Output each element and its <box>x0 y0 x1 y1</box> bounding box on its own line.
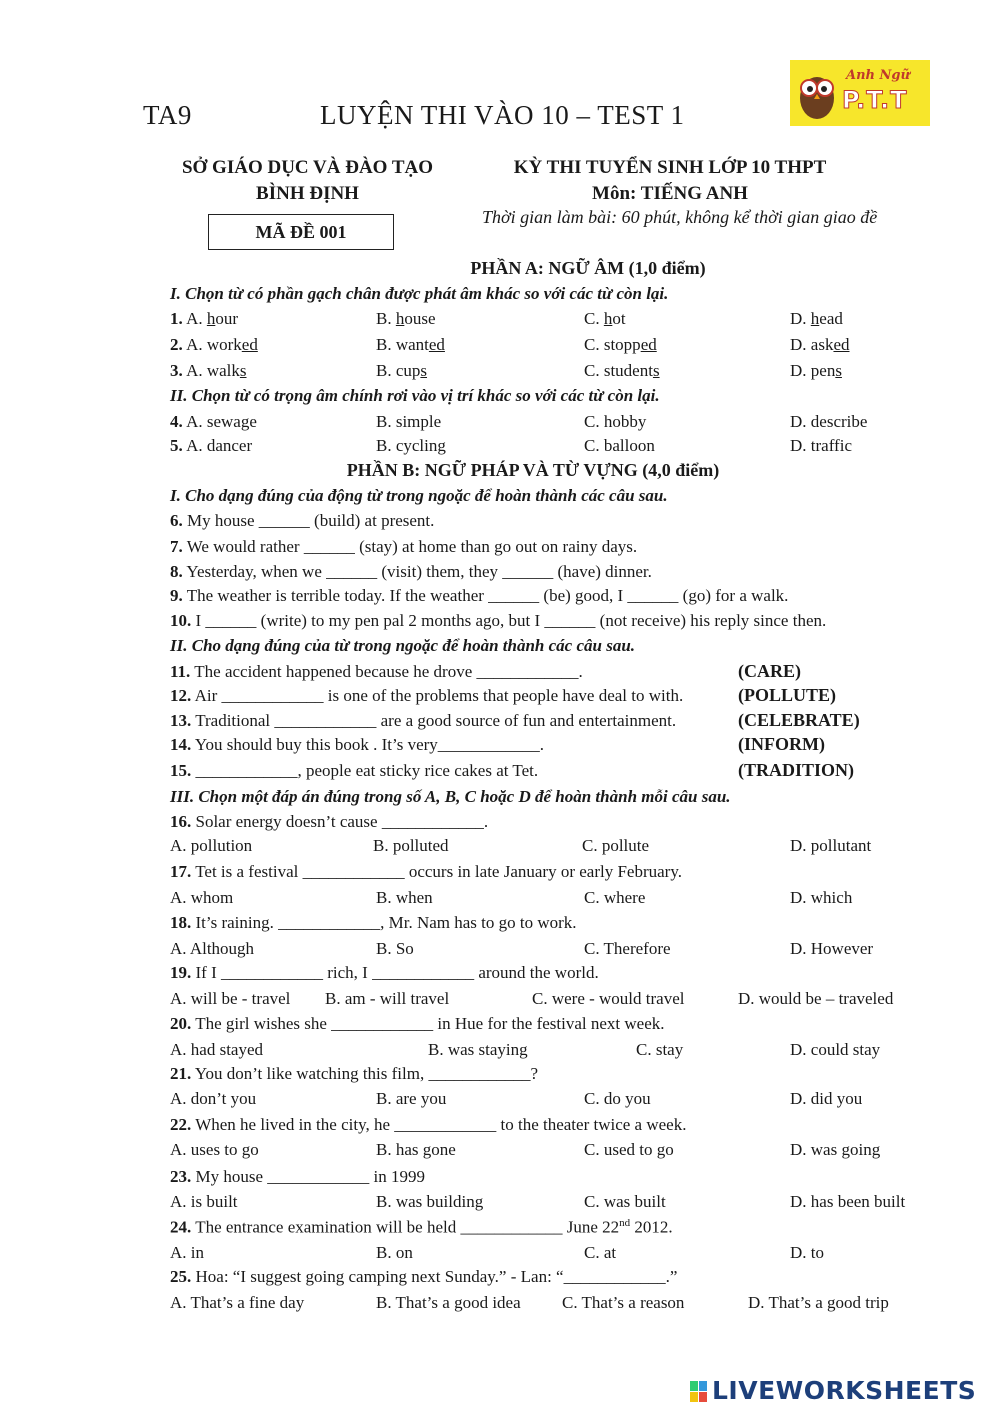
logo-line1: Anh Ngữ <box>846 68 910 83</box>
part-b-title: PHẦN B: NGỮ PHÁP VÀ TỪ VỰNG (4,0 điểm) <box>346 460 720 480</box>
option-22c: C. used to go <box>584 1140 674 1159</box>
worksheet-title: LUYỆN THI VÀO 10 – TEST 1 <box>320 100 685 130</box>
question-21: 21. You don’t like watching this film, ____________? <box>170 1064 539 1083</box>
exam-time: Thời gian làm bài: 60 phút, không kể thời gian giao đề <box>482 207 878 227</box>
question-7: 7. We would rather ______ (stay) at home than go out on rainy days. <box>170 537 638 556</box>
question-25: 25. Hoa: “I suggest going camping next Sunday.” - Lan: “____________.” <box>170 1267 678 1286</box>
worksheet-level: TA9 <box>143 100 192 130</box>
part-b-instruction-3: III. Chọn một đáp án đúng trong số A, B, C hoặc D để hoàn thành mỗi câu sau. <box>170 787 731 806</box>
part-a-instruction-2: II. Chọn từ có trọng âm chính rơi vào vị trí khác so với các từ còn lại. <box>170 386 660 405</box>
option-23b: B. was building <box>376 1192 484 1211</box>
question-17: 17. Tet is a festival ____________ occurs in late January or early February. <box>170 862 682 881</box>
question-15: 15. ____________, people eat sticky rice cakes at Tet. <box>170 761 539 780</box>
option-18c: C. Therefore <box>584 939 671 958</box>
option-16d: D. pollutant <box>790 836 872 855</box>
question-16: 16. Solar energy doesn’t cause ____________. <box>170 812 489 831</box>
option-24c: C. at <box>584 1243 617 1262</box>
question-8: 8. Yesterday, when we ______ (visit) them, they ______ (have) dinner. <box>170 562 652 581</box>
option-23a: A. is built <box>170 1192 238 1211</box>
question-9: 9. The weather is terrible today. If the weather ______ (be) good, I ______ (go) for a walk. <box>170 586 789 605</box>
liveworksheets-icon <box>690 1381 708 1402</box>
liveworksheets-brand[interactable] <box>690 1376 990 1406</box>
option-24b: B. on <box>376 1243 413 1262</box>
option-21a: A. don’t you <box>170 1089 257 1108</box>
option-21c: C. do you <box>584 1089 651 1108</box>
option-20a: A. had stayed <box>170 1040 264 1059</box>
option-23c: C. was built <box>584 1192 666 1211</box>
question-13: 13. Traditional ____________ are a good source of fun and entertainment. <box>170 711 677 730</box>
option-17d: D. which <box>790 888 853 907</box>
option-25c: C. That’s a reason <box>562 1293 685 1312</box>
option-18a: A. Although <box>170 939 255 958</box>
option-25d: D. That’s a good trip <box>748 1293 889 1312</box>
exam-code: MÃ ĐỀ 001 <box>208 214 394 250</box>
option-16c: C. pollute <box>582 836 650 855</box>
option-19b: B. am - will travel <box>325 989 450 1008</box>
option-17a: A. whom <box>170 888 234 907</box>
hint-11: (CARE) <box>738 661 801 681</box>
option-16b: B. polluted <box>373 836 449 855</box>
question-19: 19. If I ____________ rich, I ____________ around the world. <box>170 963 599 982</box>
exam-subject: Môn: TIẾNG ANH <box>592 183 748 204</box>
part-a-instruction-1: I. Chọn từ có phần gạch chân được phát âm khác so với các từ còn lại. <box>170 284 669 303</box>
part-b-instruction-2: II. Cho dạng đúng của từ trong ngoặc để hoàn thành các câu sau. <box>170 636 636 655</box>
owl-icon <box>796 66 838 120</box>
option-22a: A. uses to go <box>170 1140 259 1159</box>
option-19c: C. were - would travel <box>532 989 685 1008</box>
option-25b: B. That’s a good idea <box>376 1293 521 1312</box>
part-a-title: PHẦN A: NGỮ ÂM (1,0 điểm) <box>470 258 706 278</box>
option-20c: C. stay <box>636 1040 684 1059</box>
option-18b: B. So <box>376 939 414 958</box>
option-20b: B. was staying <box>428 1040 528 1059</box>
option-25a: A. That’s a fine day <box>170 1293 305 1312</box>
logo-line2: P.T.T <box>842 86 908 114</box>
hint-14: (INFORM) <box>738 734 825 754</box>
option-17b: B. when <box>376 888 433 907</box>
part-b-instruction-1: I. Cho dạng đúng của động từ trong ngoặc để hoàn thành các câu sau. <box>170 486 668 505</box>
option-23d: D. has been built <box>790 1192 906 1211</box>
option-24d: D. to <box>790 1243 824 1262</box>
org-name: SỞ GIÁO DỤC VÀ ĐÀO TẠO <box>181 157 434 178</box>
option-18d: D. However <box>790 939 874 958</box>
option-21d: D. did you <box>790 1089 863 1108</box>
question-22: 22. When he lived in the city, he ____________ to the theater twice a week. <box>170 1115 687 1134</box>
question-11: 11. The accident happened because he drove ____________. <box>170 662 583 681</box>
option-22b: B. has gone <box>376 1140 456 1159</box>
option-16a: A. pollution <box>170 836 253 855</box>
option-22d: D. was going <box>790 1140 881 1159</box>
hint-13: (CELEBRATE) <box>738 710 860 730</box>
brand-logo <box>790 60 930 126</box>
option-19d: D. would be – traveled <box>738 989 894 1008</box>
question-10: 10. I ______ (write) to my pen pal 2 months ago, but I ______ (not receive) his reply since then. <box>170 611 827 630</box>
option-19a: A. will be - travel <box>170 989 291 1008</box>
option-17c: C. where <box>584 888 646 907</box>
question-6: 6. My house ______ (build) at present. <box>170 511 435 530</box>
question-12: 12. Air ____________ is one of the problems that people have deal to with. <box>170 686 684 705</box>
question-18: 18. It’s raining. ____________, Mr. Nam has to go to work. <box>170 913 577 932</box>
option-20d: D. could stay <box>790 1040 881 1059</box>
option-24a: A. in <box>170 1243 204 1262</box>
question-14: 14. You should buy this book . It’s very____________. <box>170 735 545 754</box>
option-21b: B. are you <box>376 1089 447 1108</box>
question-24: 24. The entrance examination will be held ____________ June 22nd 2012. <box>170 1217 673 1237</box>
hint-12: (POLLUTE) <box>738 685 837 705</box>
hint-15: (TRADITION) <box>738 760 855 780</box>
exam-name: KỲ THI TUYỂN SINH LỚP 10 THPT <box>513 157 827 178</box>
question-23: 23. My house ____________ in 1999 <box>170 1167 425 1186</box>
brand-text: LIVEWORKSHEETS <box>712 1376 977 1405</box>
org-province: BÌNH ĐỊNH <box>256 183 359 204</box>
question-20: 20. The girl wishes she ____________ in Hue for the festival next week. <box>170 1014 665 1033</box>
